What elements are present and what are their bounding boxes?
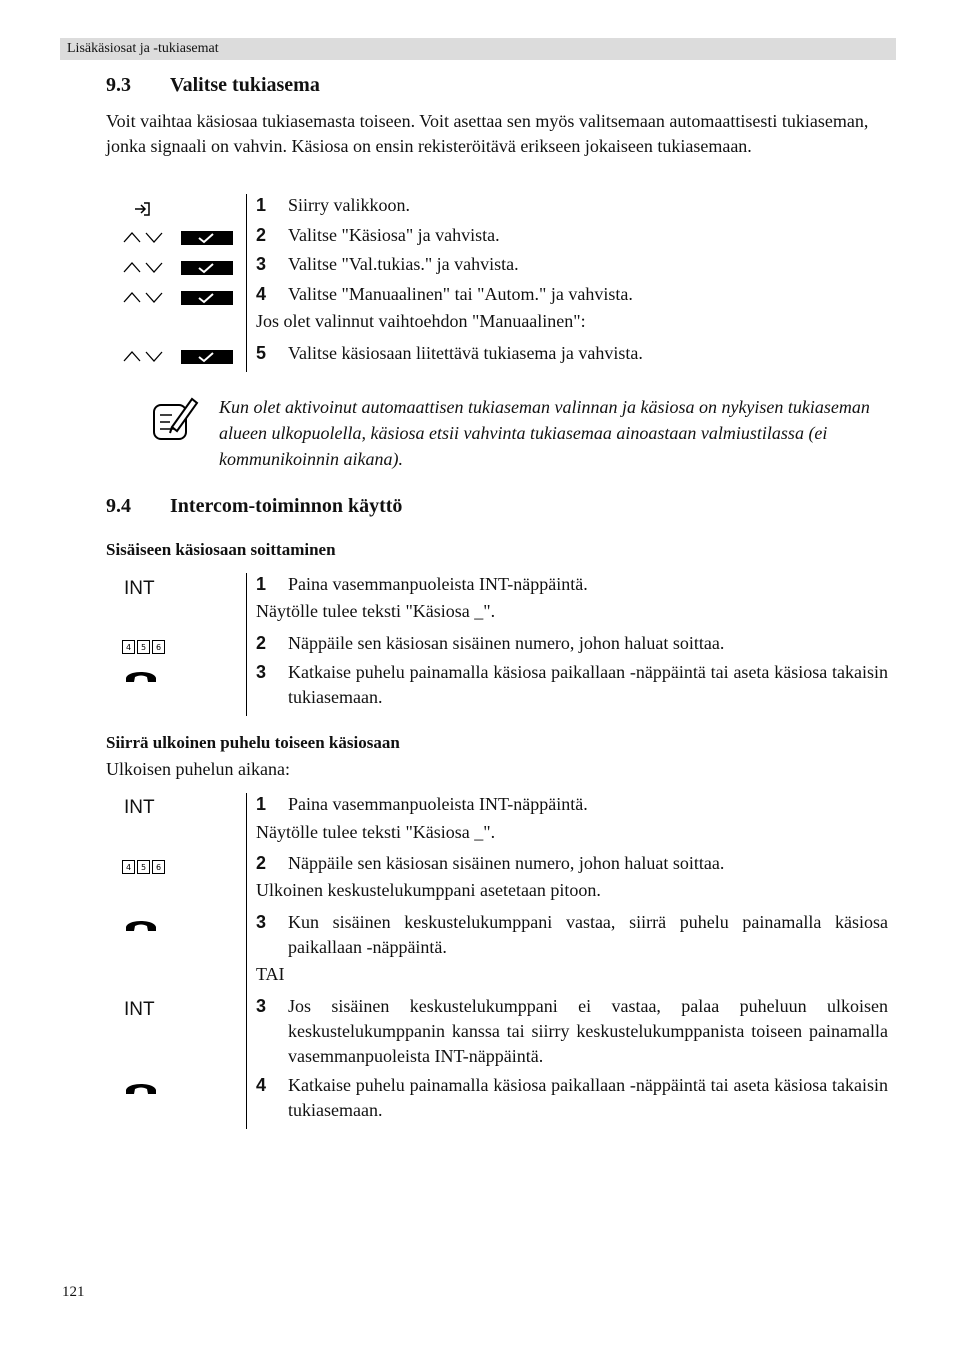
step-text: Näppäile sen käsiosan sisäinen numero, johon haluat soittaa. (288, 633, 725, 653)
keypad-digit: 5 (140, 863, 147, 872)
conditional-text: Jos olet valinnut vaihtoehdon "Manuaalinen": (256, 311, 586, 331)
step-text: Valitse "Manuaalinen" tai "Autom." ja vahvista. (288, 284, 633, 304)
step-item (256, 572, 888, 597)
info-text: Näytölle tulee teksti "Käsiosa _". (256, 822, 496, 842)
step-number: 5 (256, 343, 267, 363)
step-divider (246, 194, 247, 372)
step-item (256, 851, 888, 876)
up-down-arrows-icon (122, 348, 164, 364)
step-item (256, 282, 888, 307)
section-number: 9.3 (106, 74, 131, 96)
step-number: 4 (256, 284, 267, 304)
keypad-digit: 4 (125, 863, 132, 872)
int-key-icon: INT (124, 797, 155, 818)
step-number: 4 (256, 1075, 267, 1095)
keypad-digit: 5 (140, 643, 147, 652)
header-title: Lisäkäsiosat ja -tukiasemat (67, 41, 219, 56)
step-item (256, 994, 888, 1069)
step-item (256, 193, 888, 218)
step-item (256, 631, 888, 656)
step-number: 2 (256, 853, 267, 873)
note-icon (150, 395, 200, 445)
or-separator: TAI (256, 964, 285, 984)
step-text: Valitse "Käsiosa" ja vahvista. (288, 225, 500, 245)
subsection-intro: Ulkoisen puhelun aikana: (106, 759, 290, 779)
keypad-icon (122, 860, 166, 874)
section-title: Valitse tukiasema (170, 74, 320, 96)
int-key-icon: INT (124, 578, 155, 599)
step-text: Katkaise puhelu painamalla käsiosa paikallaan -näppäintä tai aseta käsiosa takaisin tukiasemaan. (288, 662, 888, 707)
keypad-icon (122, 640, 166, 654)
confirm-softkey-icon (181, 261, 233, 275)
note-text: Kun olet aktivoinut automaattisen tukiaseman valinnan ja käsiosa on nykyisen tukiaseman alueen ulkopuolella, käsiosa etsii vahvinta tukiasemaa ainoastaan valmiustilassa (ei kommunikoinnin aikana). (219, 397, 870, 469)
step-text: Siirry valikkoon. (288, 195, 410, 215)
step-text: Kun sisäinen keskustelukumppani vastaa, siirrä puhelu painamalla käsiosa paikallaan -näppäintä. (288, 912, 888, 957)
keypad-digit: 4 (125, 643, 132, 652)
page-number: 121 (62, 1284, 85, 1300)
step-number: 2 (256, 225, 267, 245)
step-number: 3 (256, 662, 267, 682)
step-text: Näppäile sen käsiosan sisäinen numero, johon haluat soittaa. (288, 853, 725, 873)
step-item (256, 341, 888, 366)
step-text: Paina vasemmanpuoleista INT-näppäintä. (288, 574, 588, 594)
int-key-icon: INT (124, 999, 155, 1020)
step-item (256, 1073, 888, 1123)
hang-up-icon (124, 1080, 158, 1096)
step-number: 3 (256, 996, 267, 1016)
page-header (60, 38, 896, 60)
step-item (256, 660, 888, 710)
step-number: 2 (256, 633, 267, 653)
hang-up-icon (124, 917, 158, 933)
keypad-digit: 6 (155, 643, 162, 652)
step-number: 3 (256, 254, 267, 274)
step-text: Paina vasemmanpuoleista INT-näppäintä. (288, 794, 588, 814)
subsection-title: Siirrä ulkoinen puhelu toiseen käsiosaan (106, 733, 400, 752)
menu-enter-icon (134, 201, 152, 217)
confirm-softkey-icon (181, 291, 233, 305)
step-number: 1 (256, 794, 267, 814)
confirm-softkey-icon (181, 350, 233, 364)
step-item (256, 792, 888, 817)
step-text: Valitse käsiosaan liitettävä tukiasema ja vahvista. (288, 343, 643, 363)
step-text: Jos sisäinen keskustelukumppani ei vastaa, palaa puheluun ulkoisen keskustelukumppanin kanssa tai siirry keskustelukumppanista toiseen painamalla vasemmanpuoleista INT-näppäintä. (288, 996, 888, 1066)
section-intro: Voit vaihtaa käsiosaa tukiasemasta toiseen. Voit asettaa sen myös valitsemaan automaattisesti tukiaseman, jonka signaali on vahvin. Käsiosa on ensin rekisteröitävä erikseen jokaiseen tukiasemaan. (106, 111, 869, 156)
up-down-arrows-icon (122, 259, 164, 275)
keypad-digit: 6 (155, 863, 162, 872)
step-item (256, 223, 888, 248)
info-text: Ulkoinen keskustelukumppani asetetaan pitoon. (256, 880, 601, 900)
info-text: Näytölle tulee teksti "Käsiosa _". (256, 601, 496, 621)
subsection-title: Sisäiseen käsiosaan soittaminen (106, 540, 336, 559)
step-text: Valitse "Val.tukias." ja vahvista. (288, 254, 519, 274)
hang-up-icon (124, 668, 158, 684)
step-divider (246, 573, 247, 716)
step-item (256, 910, 888, 960)
step-item (256, 252, 888, 277)
up-down-arrows-icon (122, 289, 164, 305)
step-number: 1 (256, 195, 267, 215)
confirm-softkey-icon (181, 231, 233, 245)
step-divider (246, 793, 247, 1129)
up-down-arrows-icon (122, 229, 164, 245)
section-title: Intercom-toiminnon käyttö (170, 495, 403, 517)
section-number: 9.4 (106, 495, 131, 517)
step-number: 3 (256, 912, 267, 932)
step-text: Katkaise puhelu painamalla käsiosa paikallaan -näppäintä tai aseta käsiosa takaisin tukiasemaan. (288, 1075, 888, 1120)
step-number: 1 (256, 574, 267, 594)
